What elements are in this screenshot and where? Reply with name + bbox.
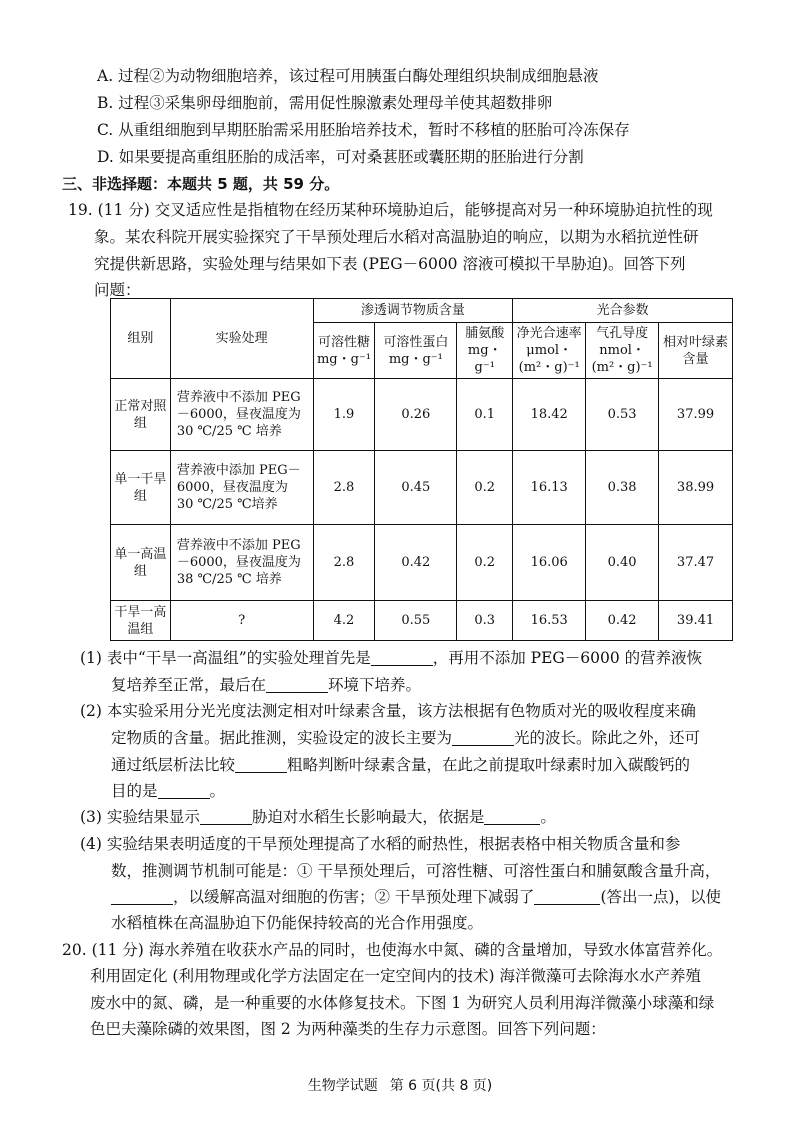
cell-value: 0.45 [375, 451, 457, 525]
q19-sub4-line4: 水稻植株在高温胁迫下仍能保持较高的光合作用强度。 [111, 914, 484, 932]
cell-group: 单一高温组 [111, 525, 171, 601]
cell-value: 0.38 [586, 451, 659, 525]
answer-blank [371, 647, 433, 666]
q19-sub4-line1: (4) 实验结果表明适度的干旱预处理提高了水稻的耐热性，根据表格中相关物质含量和参 [80, 835, 681, 853]
cell-treatment: 营养液中不添加 PEG－6000，昼夜温度为 38 ℃/25 ℃ 培养 [170, 525, 313, 601]
col-header: 气孔导度 nmol・(m²・g)⁻¹ [586, 323, 659, 379]
text: 。 [540, 808, 556, 826]
cell-treatment: 营养液中不添加 PEG－6000，昼夜温度为 30 ℃/25 ℃ 培养 [170, 379, 313, 451]
cell-treatment: 营养液中添加 PEG－6000，昼夜温度为 30 ℃/25 ℃培养 [170, 451, 313, 525]
q19-stem-2: 象。某农科院开展实验探究了干旱预处理后水稻对高温胁迫的响应，以期为水稻抗逆性研 [94, 228, 699, 246]
answer-blank [452, 727, 514, 746]
cell-value: 1.9 [313, 379, 375, 451]
option-d: D. 如果要提高重组胚胎的成活率，可对桑葚胚或囊胚期的胚胎进行分割 [97, 148, 584, 166]
cell-group: 正常对照组 [111, 379, 171, 451]
section-title: 三、非选择题：本题共 5 题，共 59 分。 [62, 175, 340, 193]
results-table [110, 298, 733, 641]
cell-value: 16.53 [513, 601, 586, 641]
col-header: 可溶性糖 mg・g⁻¹ [313, 323, 375, 379]
q19-stem-4: 问题： [94, 281, 141, 299]
cell-value: 0.1 [457, 379, 513, 451]
option-c: C. 从重组细胞到早期胚胎需采用胚胎培养技术，暂时不移植的胚胎可冷冻保存 [97, 121, 630, 139]
q20-stem-3: 废水中的氮、磷，是一种重要的水体修复技术。下图 1 为研究人员利用海洋微藻小球藻和绿 [90, 994, 715, 1012]
cell-value: 39.41 [659, 601, 733, 641]
cell-value: 0.2 [457, 525, 513, 601]
text: (3) 实验结果显示 [80, 808, 200, 826]
answer-blank [266, 674, 328, 693]
q19-sub2-line4 [111, 777, 225, 805]
cell-value: 18.42 [513, 379, 586, 451]
cell-value: 0.55 [375, 601, 457, 641]
cell-value: 0.42 [375, 525, 457, 601]
q19-sub4-line3 [111, 883, 721, 911]
option-a: A. 过程②为动物细胞培养，该过程可用胰蛋白酶处理组织块制成细胞悬液 [97, 67, 599, 85]
cell-value: 2.8 [313, 525, 375, 601]
q19-sub3 [80, 803, 556, 831]
cell-value: 0.26 [375, 379, 457, 451]
q19-stem-3: 究提供新思路，实验处理与结果如下表 (PEG－6000 溶液可模拟干旱胁迫)。回答下列 [94, 255, 686, 273]
text: 目的是 [111, 782, 158, 800]
answer-blank [158, 780, 210, 799]
q19-sub1-line1 [80, 644, 702, 672]
answer-blank [235, 754, 287, 773]
text: (1) 表中“干旱一高温组”的实验处理首先是 [80, 649, 371, 667]
header-osmotic: 渗透调节物质含量 [313, 299, 513, 323]
header-group: 组别 [111, 299, 171, 379]
page-footer [0, 1072, 800, 1100]
footer-subject: 生物学试题 [307, 1078, 378, 1094]
cell-value: 0.2 [457, 451, 513, 525]
q19-sub2-line1: (2) 本实验采用分光光度法测定相对叶绿素含量，该方法根据有色物质对光的吸收程度来确 [80, 702, 696, 720]
q20-stem-2: 利用固定化 (利用物理或化学方法固定在一定空间内的技术) 海洋微藻可去除海水水产养殖 [90, 967, 701, 985]
table-row [111, 379, 733, 451]
cell-treatment: ? [170, 601, 313, 641]
text: 通过纸层析法比较 [111, 756, 236, 774]
cell-group: 干旱一高温组 [111, 601, 171, 641]
cell-value: 37.99 [659, 379, 733, 451]
table-row [111, 601, 733, 641]
text: 光的波长。除此之外，还可 [514, 729, 701, 747]
cell-group: 单一干旱组 [111, 451, 171, 525]
cell-value: 4.2 [313, 601, 375, 641]
text: 胁迫对水稻生长影响最大，依据是 [251, 808, 485, 826]
col-header: 脯氨酸 mg・g⁻¹ [457, 323, 513, 379]
option-b: B. 过程③采集卵母细胞前，需用促性腺激素处理母羊使其超数排卵 [97, 94, 553, 112]
q19-sub4-line2: 数，推测调节机制可能是：① 干旱预处理后，可溶性糖、可溶性蛋白和脯氨酸含量升高， [111, 862, 721, 880]
cell-value: 38.99 [659, 451, 733, 525]
cell-value: 2.8 [313, 451, 375, 525]
q20-stem-4: 色巴夫藻除磷的效果图，图 2 为两种藻类的生存力示意图。回答下列问题： [90, 1020, 606, 1038]
cell-value: 0.3 [457, 601, 513, 641]
table-row [111, 451, 733, 525]
cell-value: 0.42 [586, 601, 659, 641]
header-treatment: 实验处理 [170, 299, 313, 379]
cell-value: 16.06 [513, 525, 586, 601]
answer-blank [484, 806, 540, 825]
text: 。 [209, 782, 226, 800]
cell-value: 0.53 [586, 379, 659, 451]
table-row [111, 525, 733, 601]
text: 定物质的含量。据此推测，实验设定的波长主要为 [111, 729, 453, 747]
footer-page: 第 6 页(共 8 页) [389, 1078, 493, 1094]
text: 环境下培养。 [328, 676, 422, 694]
text: 粗略判断叶绿素含量，在此之前提取叶绿素时加入碳酸钙的 [287, 756, 691, 774]
text: (答出一点)，以使 [600, 888, 722, 906]
cell-value: 37.47 [659, 525, 733, 601]
col-header: 净光合速率 μmol・(m²・g)⁻¹ [513, 323, 586, 379]
header-photosynthesis: 光合参数 [513, 299, 733, 323]
q19-sub2-line2 [111, 724, 700, 752]
q19-sub2-line3 [111, 751, 690, 779]
answer-blank [111, 886, 173, 905]
text: ，以缓解高温对细胞的伤害；② 干旱预处理下减弱了 [173, 888, 535, 906]
q20-stem-1: 20. (11 分) 海水养殖在收获水产品的同时，也使海水中氮、磷的含量增加，导致水体富营养化。 [62, 941, 723, 959]
q19-sub1-line2 [111, 671, 421, 699]
q19-stem-1: 19. (11 分) 交叉适应性是指植物在经历某种环境胁迫后，能够提高对另一种环境胁迫抗性的现 [68, 201, 713, 219]
text: ，再用不添加 PEG－6000 的营养液恢 [432, 649, 703, 667]
col-header: 可溶性蛋白 mg・g⁻¹ [375, 323, 457, 379]
cell-value: 0.40 [586, 525, 659, 601]
answer-blank [200, 806, 252, 825]
text: 复培养至正常，最后在 [111, 676, 267, 694]
answer-blank [534, 886, 600, 905]
cell-value: 16.13 [513, 451, 586, 525]
col-header: 相对叶绿素含量 [659, 323, 733, 379]
